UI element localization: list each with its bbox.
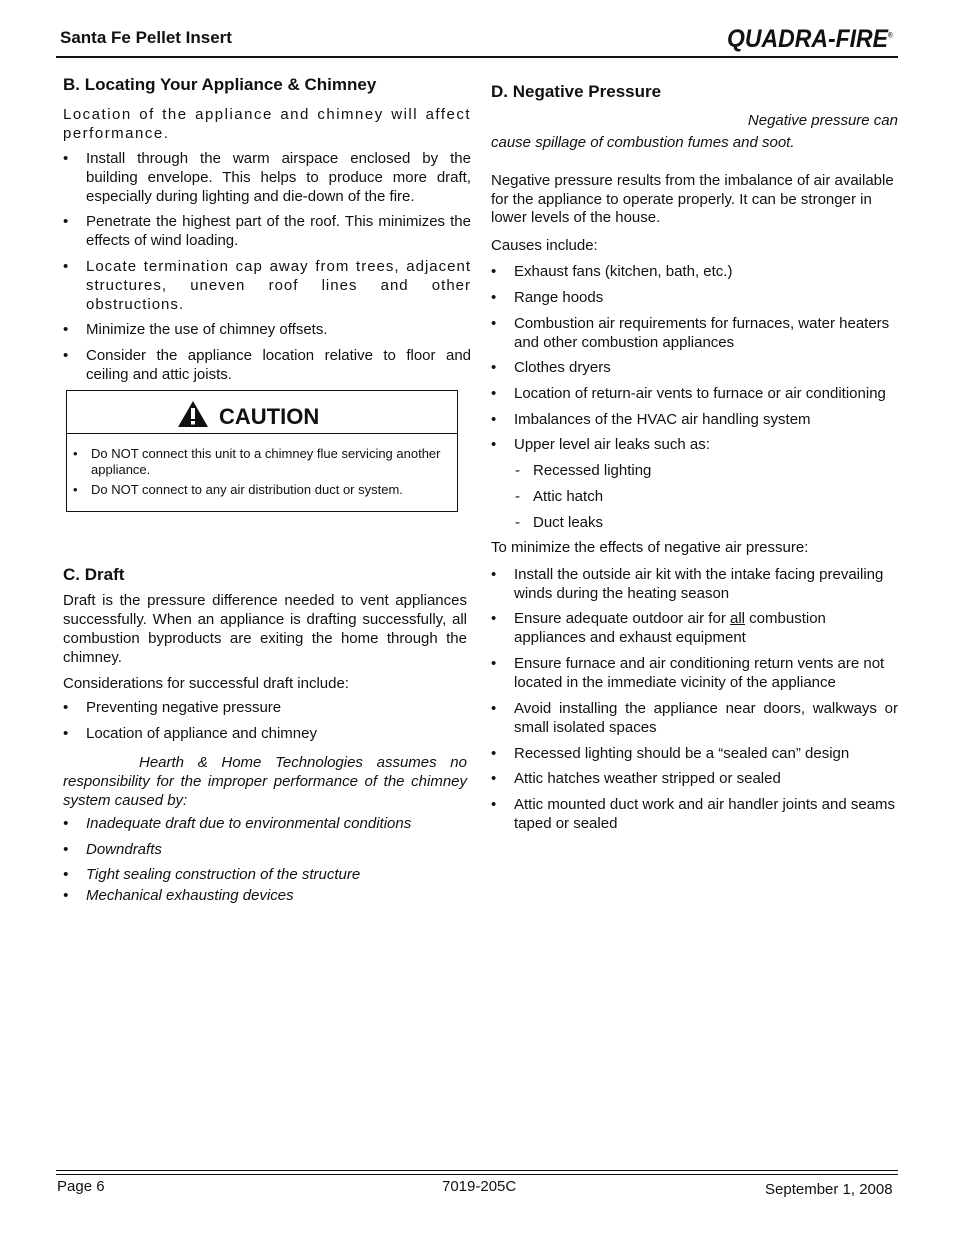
section-c-heading: C. Draft	[63, 565, 125, 584]
section-d	[491, 82, 898, 833]
section-b-bullet: • Locate termination cap away from trees, adjacent structures, uneven roof lines and other obstructions.	[63, 257, 471, 314]
minimize-item: • Ensure furnace and air conditioning return vents are not located in the immediate vicinity of the appliance	[491, 654, 898, 692]
minimize-item: • Avoid installing the appliance near doors, walkways or small isolated spaces	[491, 699, 898, 737]
page-number: Page 6	[57, 1178, 105, 1195]
adequate-air-text: Ensure adequate outdoor air for	[514, 609, 730, 627]
caution-item: • Do NOT connect to any air distribution duct or system.	[73, 482, 443, 498]
section-c	[63, 565, 467, 905]
pressure-cause-item: • Range hoods	[491, 288, 898, 307]
logo-registered-mark: ®	[888, 32, 893, 40]
draft-cause-item: • Mechanical exhausting devices	[63, 886, 467, 905]
document-number: 7019-205C	[442, 1178, 517, 1195]
pressure-cause-item: • Upper level air leaks such as:	[491, 435, 898, 454]
consideration-item: • Preventing negative pressure	[63, 698, 467, 717]
section-b-intro: Location of the appliance and chimney will affect performance.	[63, 106, 471, 142]
negative-pressure-warning-line2: cause spillage of combustion fumes and soot.	[491, 134, 795, 151]
adequate-air-emphasis: all	[729, 609, 745, 627]
pressure-cause-item: • Exhaust fans (kitchen, bath, etc.)	[491, 262, 898, 281]
minimize-item-adequate-air	[491, 609, 898, 647]
section-b-bullet: • Install through the warm airspace enclosed by the building envelope. This helps to produce more draft, especially during lighting and die-down of the fire.	[63, 149, 471, 206]
causes-label: Causes include:	[491, 236, 598, 254]
responsibility-notice: Hearth & Home Technologies assumes no responsibility for the improper performance of the chimney system caused by:	[63, 754, 467, 809]
negative-pressure-warning-line1: Negative pressure can	[747, 112, 898, 129]
minimize-label: To minimize the effects of negative air pressure:	[491, 538, 809, 556]
consideration-item: • Location of appliance and chimney	[63, 724, 467, 743]
caution-item: • Do NOT connect this unit to a chimney flue servicing another appliance.	[73, 446, 443, 478]
caution-header	[67, 391, 457, 434]
left-column	[63, 75, 471, 384]
pressure-cause-item: • Combustion air requirements for furnaces, water heaters and other combustion appliances	[491, 314, 898, 352]
minimize-item: • Attic hatches weather stripped or sealed	[491, 769, 898, 788]
footer-rule-bottom	[56, 1174, 898, 1175]
air-leak-item: - Duct leaks	[491, 513, 898, 532]
section-b-bullet: • Penetrate the highest part of the roof. This minimizes the effects of wind loading.	[63, 212, 471, 250]
logo-text: QUADRA-FIRE	[727, 25, 888, 53]
draft-cause-item: • Downdrafts	[63, 840, 467, 859]
warning-triangle-icon	[177, 400, 209, 428]
caution-title: CAUTION	[219, 404, 320, 429]
section-b-bullet: • Minimize the use of chimney offsets.	[63, 320, 471, 339]
draft-cause-item: • Inadequate draft due to environmental conditions	[63, 814, 467, 833]
air-leak-item: - Recessed lighting	[491, 461, 898, 480]
footer-rule-top	[56, 1170, 898, 1171]
caution-box	[66, 390, 458, 512]
section-d-heading: D. Negative Pressure	[491, 82, 662, 101]
air-leak-item: - Attic hatch	[491, 487, 898, 506]
document-title: Santa Fe Pellet Insert	[60, 28, 232, 47]
minimize-item: • Recessed lighting should be a “sealed can” design	[491, 744, 898, 763]
considerations-label: Considerations for successful draft include:	[63, 675, 349, 692]
section-b-heading: B. Locating Your Appliance & Chimney	[63, 75, 377, 94]
minimize-item: • Attic mounted duct work and air handler joints and seams taped or sealed	[491, 795, 898, 833]
pressure-cause-item: • Location of return-air vents to furnace or air conditioning	[491, 384, 898, 403]
section-d-intro: Negative pressure results from the imbalance of air available for the appliance to operate properly. It can be stronger in lower levels of the house.	[491, 172, 894, 226]
pressure-cause-item: • Imbalances of the HVAC air handling system	[491, 410, 898, 429]
adequate-air-text-end: combustion appliances and exhaust equipment	[514, 609, 826, 646]
section-c-intro: Draft is the pressure difference needed to vent appliances successfully. When an appliance is drafting successfully, all combustion byproducts are exiting the home through the chimney.	[63, 592, 467, 666]
caution-list	[73, 446, 443, 498]
header-rule	[56, 56, 898, 58]
draft-cause-item: • Tight sealing construction of the structure	[63, 865, 467, 884]
pressure-cause-item: • Clothes dryers	[491, 358, 898, 377]
section-b-bullet: • Consider the appliance location relative to floor and ceiling and attic joists.	[63, 346, 471, 384]
document-date: September 1, 2008	[765, 1181, 893, 1198]
minimize-item: • Install the outside air kit with the intake facing prevailing winds during the heating season	[491, 565, 898, 603]
brand-logo	[727, 25, 893, 54]
